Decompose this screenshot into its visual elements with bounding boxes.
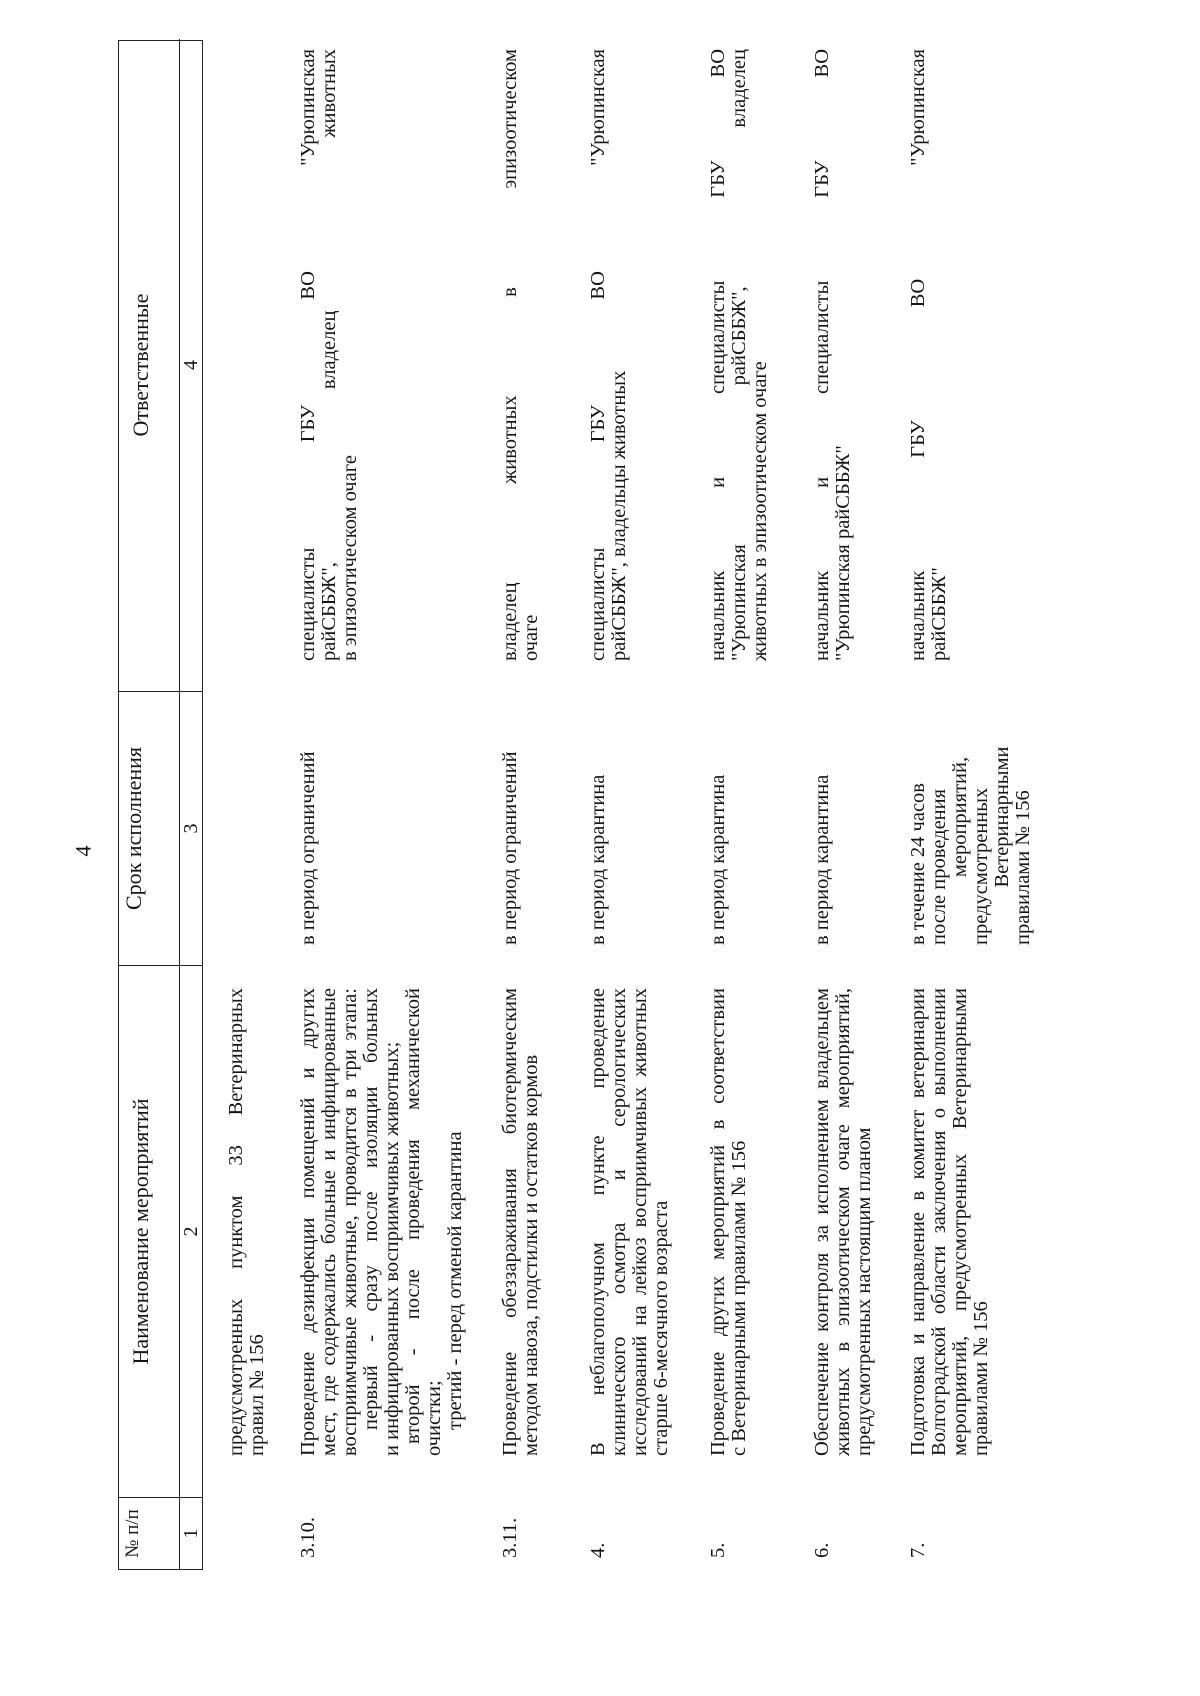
row-term [298,689,319,945]
row-activity [500,988,542,1456]
row-term [708,689,729,945]
row-activity [298,988,466,1456]
row-activity-line: животных в эпизоотическом очаге мероприятий, [832,988,854,1456]
row-activity-line: восприимчивые животные, проводится в три этапа: [339,988,361,1456]
row-activity-line: Волгоградской области заключения о выполнении [928,988,950,1456]
row-activity-line: предусмотренных настоящим планом [853,1127,875,1456]
header-col-term-label: Срок исполнения [121,746,146,911]
row-responsible-line: владелец животных в эпизоотическом [499,49,521,661]
row-activity-line: Проведение других мероприятий в соответствии [707,988,729,1456]
row-activity-line: правил № 156 [246,1334,268,1456]
row-responsible-line: начальник и специалисты ГБУ ВО [811,49,833,661]
row-activity-line: с Ветеринарными правилами № 156 [728,1140,750,1456]
row-number: 5. [707,1542,729,1558]
document-table [0,40,1080,1570]
row-term-line: предусмотренных [970,787,992,945]
header-col-term-index: 3 [179,692,202,965]
row-term-line: в период ограничений [297,751,319,945]
row-responsible-line: "Урюпинская райСББЖ" [832,445,854,661]
row-activity [226,988,268,1456]
row-activity-line: предусмотренных пунктом 33 Ветеринарных [225,988,247,1456]
row-number: 4. [587,1542,609,1558]
row-term-line: мероприятий, [949,756,971,878]
header-col-name [119,965,202,1497]
page-number: 4 [70,845,96,857]
row-activity-line: третий - перед отменой карантина [444,1131,466,1430]
row-activity-line: исследований на лейкоз восприимчивых животных [629,988,651,1456]
row-activity-line: методом навоза, подстилки и остатков кормов [520,1054,542,1456]
row-number: 3.10. [297,1517,319,1558]
row-term [812,689,833,945]
row-term-line: в период карантина [707,774,729,945]
row-term [500,689,521,945]
row-activity [812,988,875,1456]
header-col-responsible-label: Ответственные [128,293,153,437]
row-activity-line: Обеспечение контроля за исполнением владельцем [811,988,833,1456]
header-col-responsible-index: 4 [179,39,202,691]
row-responsible-line: специалисты ГБУ ВО "Урюпинская [587,49,609,661]
row-activity-line: первый - сразу после изоляции больных [360,988,382,1430]
row-activity-line: Проведение дезинфекции помещений и других [297,988,319,1456]
row-activity [708,988,750,1456]
row-responsible [500,49,542,661]
row-term-line: Ветеринарными [991,746,1013,888]
row-activity-line: второй - после проведения механической [402,988,424,1444]
row-activity-line: В неблагополучном пункте проведение [587,988,609,1456]
row-activity-line: старше 6-месячного возраста [650,1200,672,1456]
row-term-line: в период карантина [587,774,609,945]
row-responsible-line: очаге [520,614,542,661]
row-activity-line: мероприятий, предусмотренных Ветеринарными [949,988,971,1456]
table-header [118,40,203,1570]
row-responsible-line: "Урюпинская райСББЖ", владелец [728,49,750,661]
row-term [908,689,1034,945]
row-responsible-line: специалисты ГБУ ВО "Урюпинская [297,49,319,661]
row-responsible-line: в эпизоотическом очаге [339,455,361,661]
row-responsible-line: райСББЖ" [928,567,950,661]
row-term-line: в период ограничений [499,751,521,945]
row-number: 3.11. [499,1517,521,1558]
header-col-number-index: 1 [179,1498,202,1569]
row-responsible [708,49,771,661]
row-activity-line: очистки; [423,1380,445,1456]
row-activity-line: Подготовка и направление в комитет ветеринарии [907,988,929,1456]
row-number: 6. [811,1542,833,1558]
row-term-line: правилами № 156 [1012,790,1034,945]
header-col-number-label: № п/п [122,1509,143,1558]
row-term [588,689,609,945]
row-responsible-line: райСББЖ", владельцы животных [608,370,630,661]
row-term-line: в период карантина [811,774,833,945]
row-activity-line: мест, где содержались больные и инфицированные [318,988,340,1456]
row-responsible-line: начальник ГБУ ВО "Урюпинская [907,49,929,661]
row-responsible-line: животных в эпизоотическом очаге [749,361,771,661]
row-responsible [812,49,854,661]
header-col-responsible [119,39,202,691]
row-term-line: в течение 24 часов [907,783,929,945]
row-activity [588,988,672,1456]
row-activity-line: правилами № 156 [970,1301,992,1456]
row-responsible [908,49,950,661]
row-responsible-line: начальник и специалисты ГБУ ВО [707,49,729,661]
header-col-number [119,1497,202,1569]
row-number: 7. [907,1542,929,1558]
row-responsible [298,49,361,661]
row-term-line: после проведения [928,788,950,945]
row-activity-line: клинического осмотра и серологических [608,988,630,1456]
row-activity-line: и инфицированных восприимчивых животных; [381,1041,403,1456]
row-responsible [588,49,630,661]
row-activity [908,988,992,1456]
header-col-name-index: 2 [179,966,202,1497]
header-col-name-label: Наименование мероприятий [128,1098,153,1365]
row-responsible-line: райСББЖ", владелец животных [318,49,340,661]
row-activity-line: Проведение обеззараживания биотермическим [499,988,521,1456]
header-col-term [119,691,202,965]
